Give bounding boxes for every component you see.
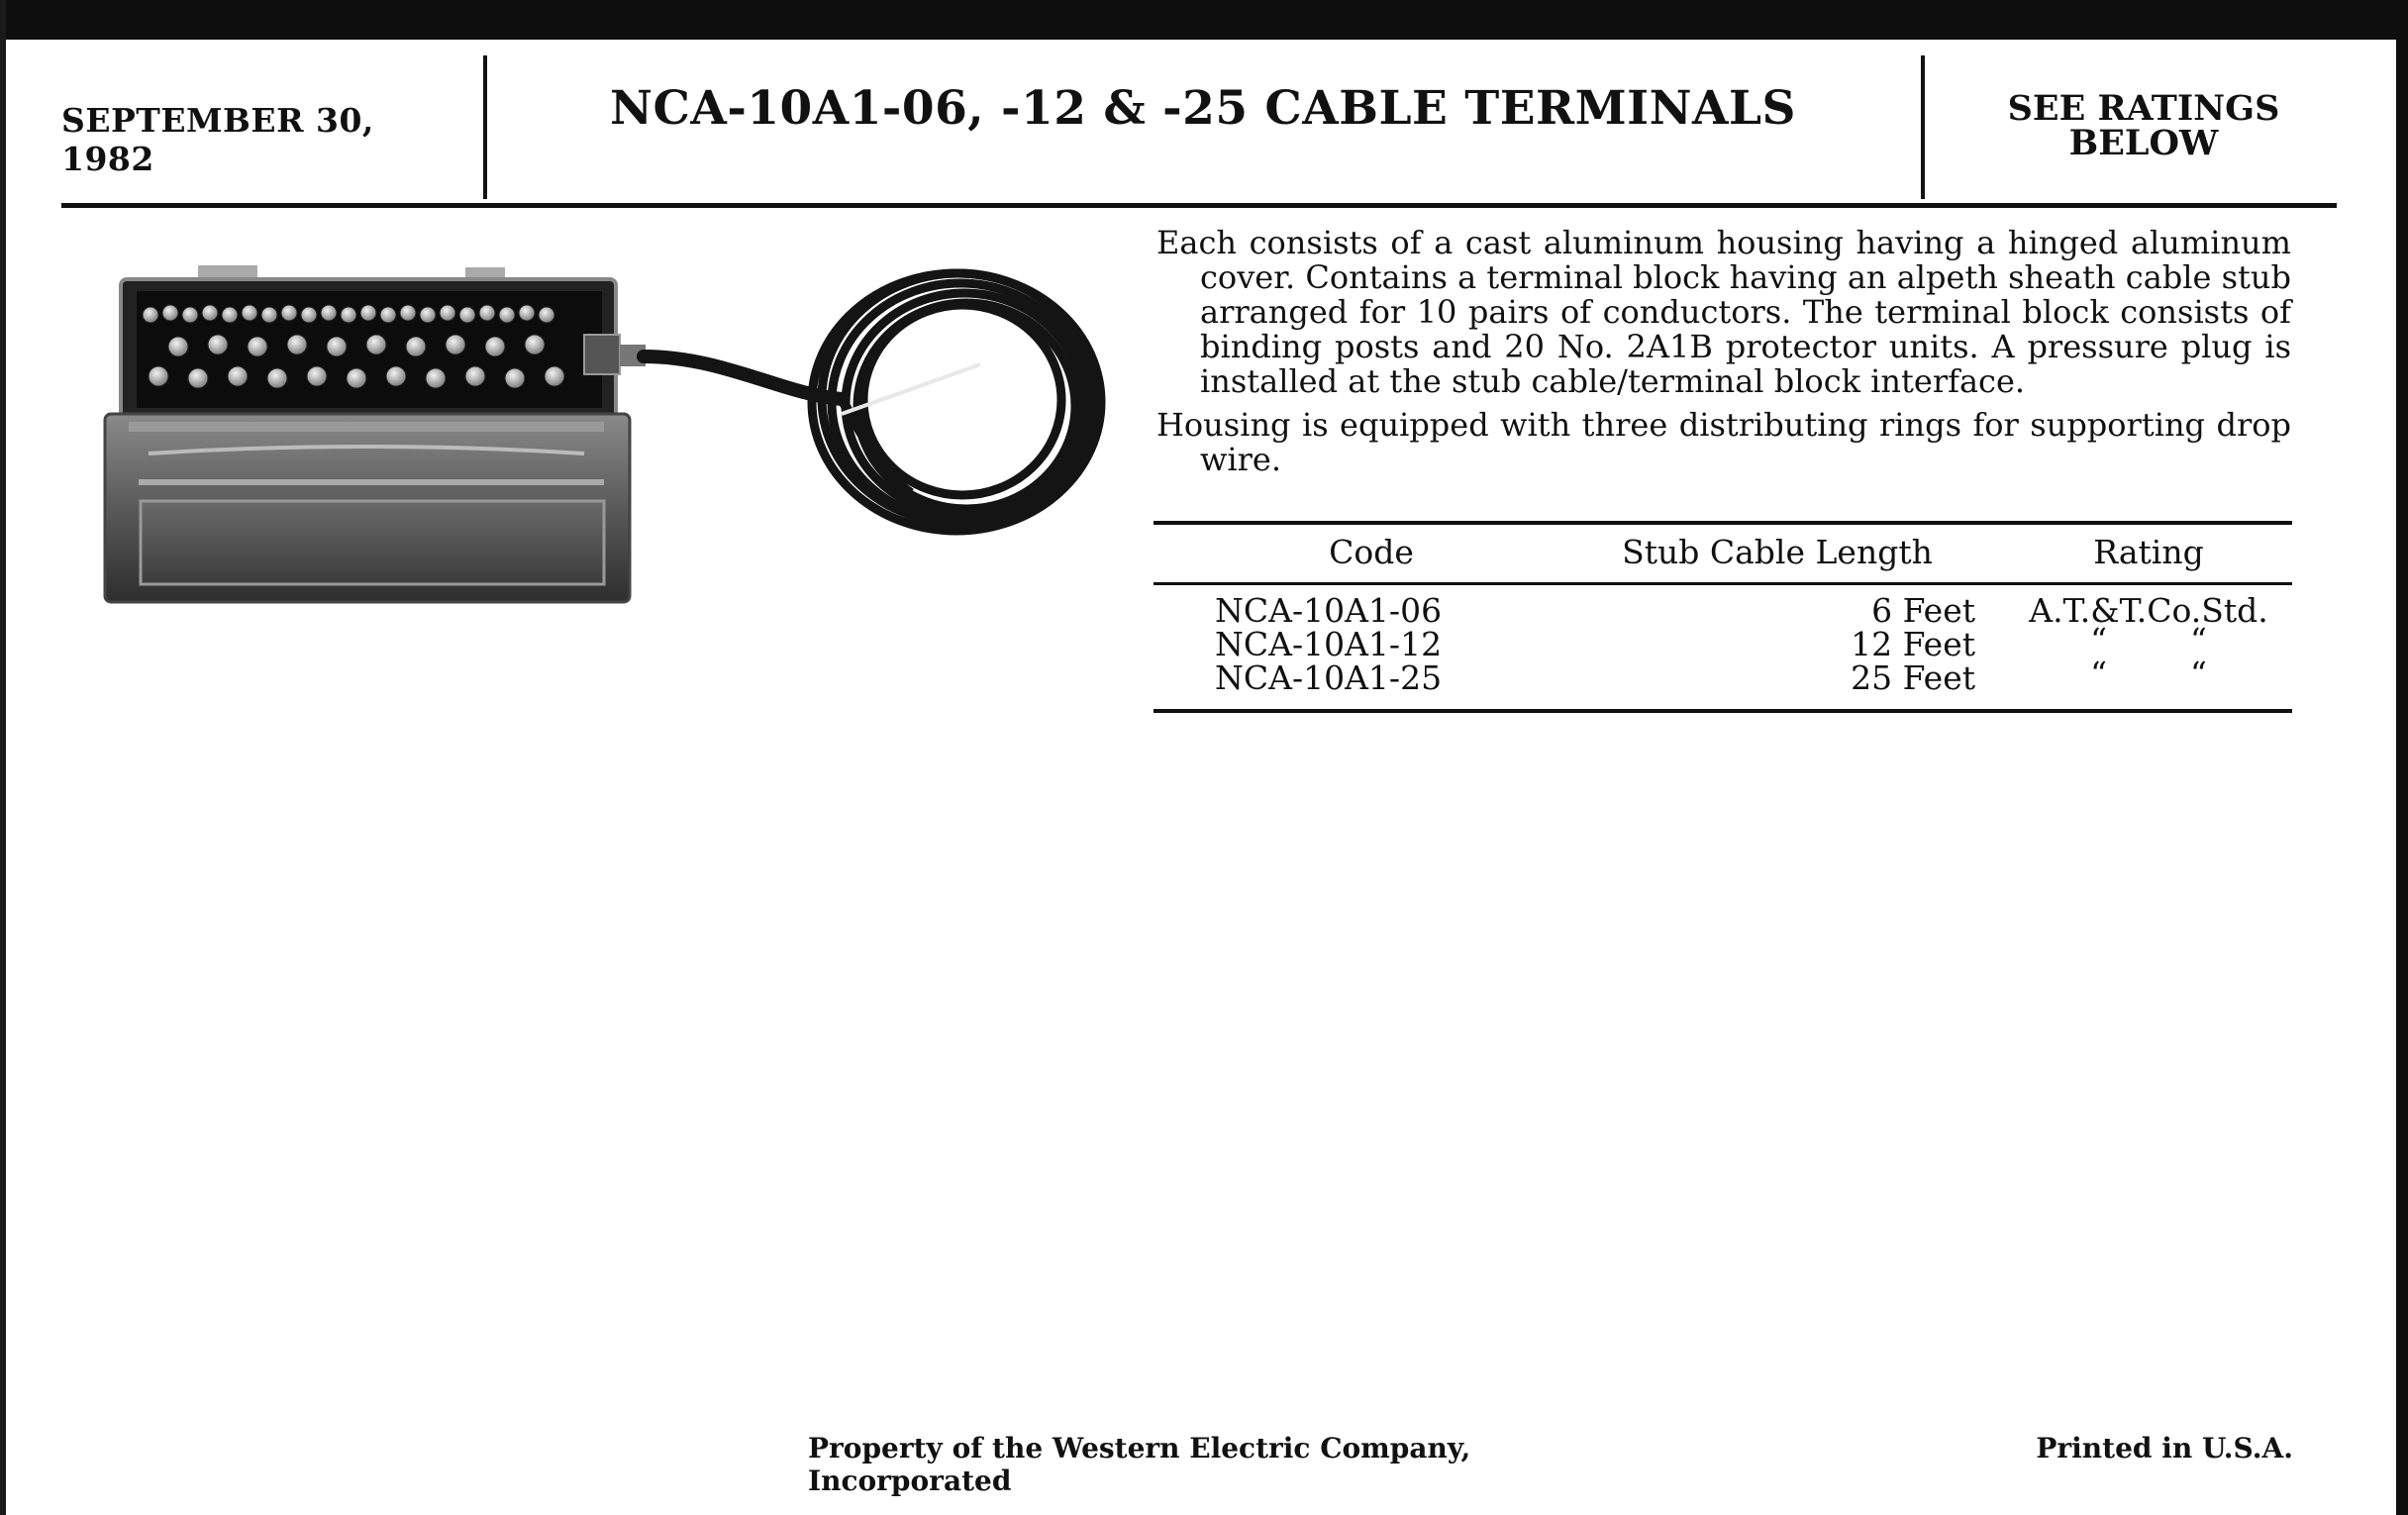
- table-header-length: Stub Cable Length: [1622, 533, 1933, 571]
- cover-panel: [141, 501, 604, 584]
- header-divider-right: [1921, 55, 1925, 199]
- table-cell-rating: A.T.&T.Co.Std.: [2029, 591, 2268, 630]
- table-rule-bottom: [1154, 709, 2292, 713]
- page-title: NCA-10A1-06, -12 & -25 CABLE TERMINALS: [609, 81, 1797, 136]
- header-date: SEPTEMBER 30, 1982: [61, 101, 374, 178]
- cover-hinge: [129, 422, 604, 432]
- ratings-line-2: BELOW: [2068, 123, 2219, 163]
- table-cell-code: NCA-10A1-06: [1215, 591, 1443, 630]
- table-cell-rating-ditto: “ “: [2090, 621, 2207, 659]
- table-rule-mid: [1154, 582, 2292, 585]
- ratings-line-1: SEE RATINGS: [2007, 88, 2280, 129]
- footer-property-notice: Property of the Western Electric Company, Incorporated: [808, 1432, 1471, 1497]
- table-header-rating: Rating: [2093, 533, 2204, 571]
- description-paragraph-1: Each consists of a cast aluminum housing having a hinged aluminum cover. Contains a terminal block having an alpeth sheath cable stub arranged for 10 pairs of conductors. The terminal block consists of binding posts and 20 No. 2A1B protector units. A pressure plug is installed at the stub cable/terminal block interface.: [1156, 224, 2291, 400]
- table-cell-code: NCA-10A1-25: [1215, 658, 1443, 697]
- header-divider-left: [483, 55, 487, 199]
- table-cell-rating-ditto: “ “: [2090, 655, 2207, 693]
- table-rule-top: [1154, 521, 2292, 525]
- table-header-code: Code: [1329, 533, 1414, 571]
- product-description: [1156, 226, 2291, 486]
- header-rule: [61, 203, 2337, 208]
- table-cell-length: 25 Feet: [1851, 658, 1975, 697]
- description-paragraph-2: Housing is equipped with three distributing rings for supporting drop wire.: [1156, 406, 2291, 478]
- product-photo: [89, 246, 1109, 612]
- cable-coil: [812, 273, 1101, 531]
- cover-ridge: [139, 479, 604, 485]
- footer-printed-in: Printed in U.S.A.: [2036, 1432, 2293, 1464]
- cable-end: [916, 503, 921, 515]
- cable-fitting: [584, 335, 620, 374]
- table-cell-length: 12 Feet: [1851, 625, 1975, 663]
- table-cell-code: NCA-10A1-12: [1215, 625, 1443, 663]
- header-ratings-note: [1931, 88, 2357, 163]
- scan-top-border: [0, 0, 2408, 40]
- scan-left-border: [0, 0, 6, 1515]
- scan-right-border: [2396, 0, 2408, 1515]
- table-cell-length: 6 Feet: [1871, 591, 1975, 630]
